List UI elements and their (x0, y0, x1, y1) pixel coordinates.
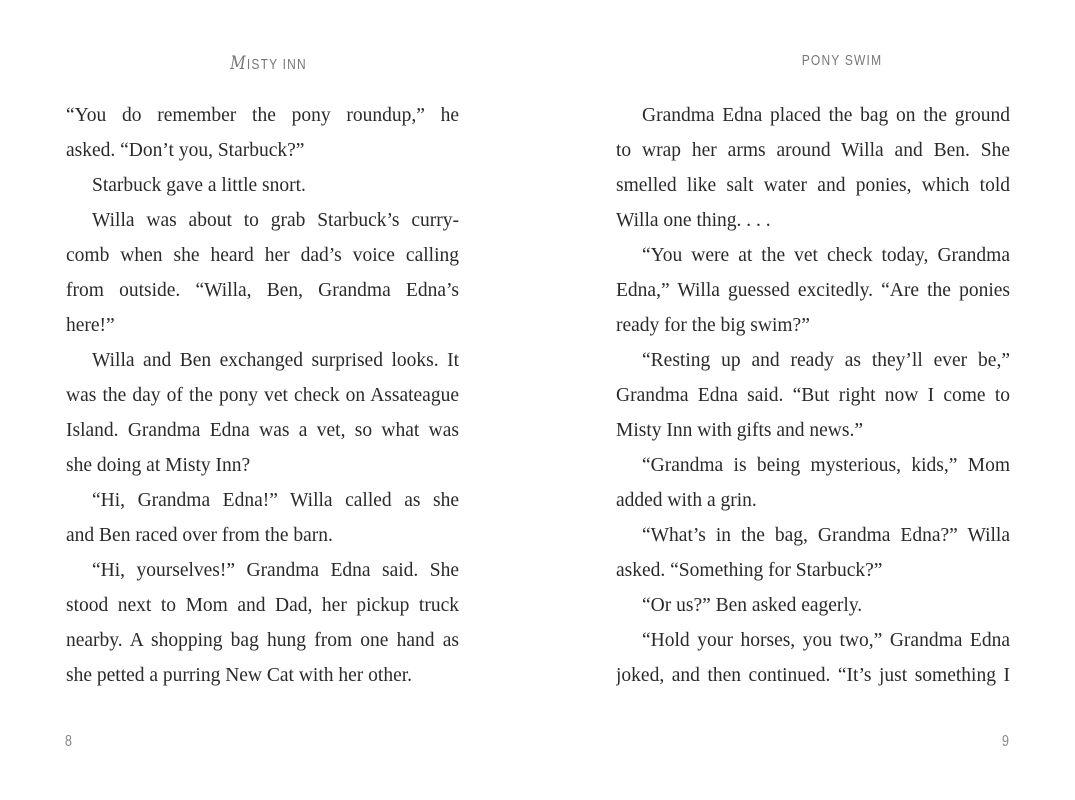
text-line: Grandma Edna said. “But right now I come to (616, 385, 1010, 406)
page-number-right: 9 (1001, 733, 1010, 750)
text-line: from outside. “Willa, Ben, Grandma Edna’s (66, 280, 459, 301)
text-line: “You do remember the pony roundup,” he (66, 105, 459, 126)
text-line: she doing at Misty Inn? (66, 455, 251, 476)
page-number-left: 8 (64, 733, 73, 750)
text-line: nearby. A shopping bag hung from one hand as (66, 630, 459, 651)
text-line: smelled like salt water and ponies, which told (616, 175, 1010, 196)
text-line: joked, and then continued. “It’s just something I (616, 665, 1010, 686)
text-line: “Resting up and ready as they’ll ever be,” (642, 350, 1010, 371)
text-line: ready for the big swim?” (616, 315, 810, 336)
text-line: Grandma Edna placed the bag on the ground (642, 105, 1010, 126)
text-line: Starbuck gave a little snort. (92, 175, 306, 196)
text-line: asked. “Something for Starbuck?” (616, 560, 883, 581)
left-page (0, 0, 537, 800)
text-line: she petted a purring New Cat with her other. (66, 665, 413, 686)
text-line: asked. “Don’t you, Starbuck?” (66, 140, 305, 161)
text-line: “Grandma is being mysterious, kids,” Mom (642, 455, 1010, 476)
text-line: “You were at the vet check today, Grandma (642, 245, 1010, 266)
running-header-left (54, 52, 484, 74)
text-line: “What’s in the bag, Grandma Edna?” Willa (642, 525, 1010, 546)
text-line: Misty Inn with gifts and news.” (616, 420, 863, 441)
text-line: added with a grin. (616, 490, 757, 511)
text-line: Edna,” Willa guessed excitedly. “Are the ponies (616, 280, 1010, 301)
text-line: “Or us?” Ben asked eagerly. (642, 595, 863, 616)
text-line: was the day of the pony vet check on Assateague (66, 385, 459, 406)
header-initial: M (230, 52, 247, 74)
text-line: “Hold your horses, you two,” Grandma Edna (642, 630, 1010, 651)
text-line: comb when she heard her dad’s voice calling (66, 245, 459, 266)
right-page-body (616, 98, 1010, 693)
text-line: stood next to Mom and Dad, her pickup truck (66, 595, 459, 616)
text-line: to wrap her arms around Willa and Ben. She (616, 140, 1010, 161)
text-line: Willa one thing. . . . (616, 210, 771, 231)
text-line: Willa and Ben exchanged surprised looks. It (92, 350, 459, 371)
text-line: “Hi, yourselves!” Grandma Edna said. She (92, 560, 459, 581)
text-line: and Ben raced over from the barn. (66, 525, 333, 546)
right-page (537, 0, 1075, 800)
text-line: here!” (66, 315, 115, 336)
header-title: ISTY INN (246, 56, 307, 73)
text-line: “Hi, Grandma Edna!” Willa called as she (92, 490, 459, 511)
text-line: Island. Grandma Edna was a vet, so what was (66, 420, 459, 441)
running-header-right: PONY SWIM (801, 52, 883, 69)
left-page-body (66, 98, 459, 693)
text-line: Willa was about to grab Starbuck’s curry- (92, 210, 459, 231)
